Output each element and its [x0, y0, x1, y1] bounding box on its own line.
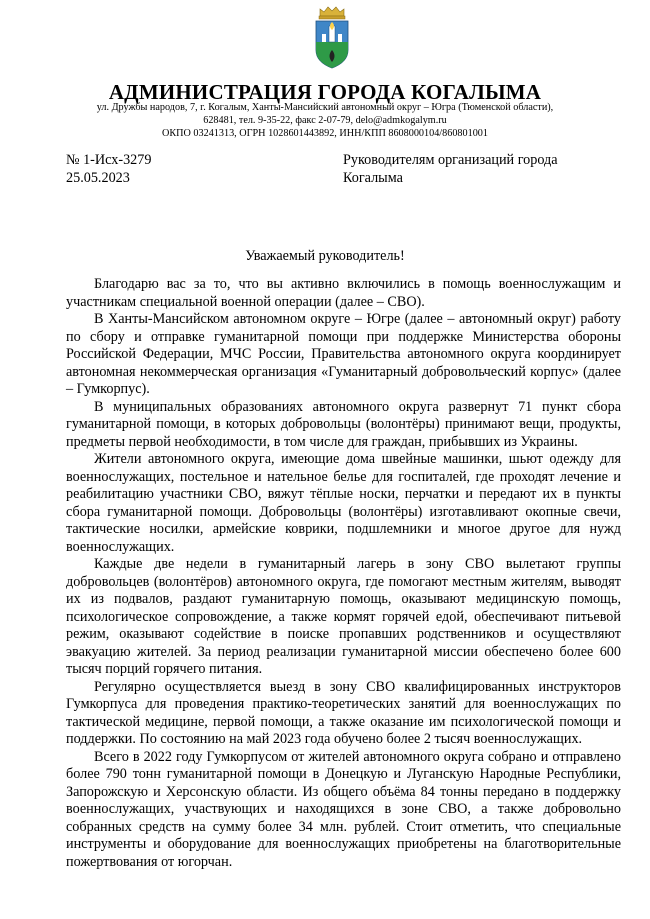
document-date: 25.05.2023 [66, 170, 130, 186]
body-paragraph: В муниципальных образованиях автономного округа развернут 71 пункт сбора гуманитарной помощи, в которых добровольцы (волонтёры) принимают вещи, продукты, предметы первой необходимости, в том числе для граждан, прибывших из Украины. [66, 398, 621, 450]
letter-body [66, 276, 621, 871]
org-address: ул. Дружбы народов, 7, г. Когалым, Ханты-Мансийский автономный округ – Югра (Тюменской области), [96, 102, 554, 113]
body-paragraph: Регулярно осуществляется выезд в зону СВО квалифицированных инструкторов Гумкорпуса для проведения практико-теоретических занятий для военнослужащих по тактической медицине, первой помощи, а также оказание им психологической помощи и поддержки. По состоянию на май 2023 года обучено более 2 тысяч военнослужащих. [66, 678, 621, 747]
coat-of-arms-icon [312, 6, 352, 72]
addressee-line: Когалыма [343, 170, 403, 186]
salutation: Уважаемый руководитель! [245, 248, 405, 264]
registration-block [66, 151, 151, 187]
org-registry-codes: ОКПО 03241313, ОГРН 1028601443892, ИНН/КПП 8608000104/860801001 [162, 128, 488, 139]
addressee-block [343, 151, 558, 187]
body-paragraph: Благодарю вас за то, что вы активно включились в помощь военнослужащим и участникам специальной военной операции (далее – СВО). [66, 276, 621, 310]
body-paragraph: Всего в 2022 году Гумкорпусом от жителей автономного округа собрано и отправлено более 790 тонн гуманитарной помощи в Донецкую и Луганскую Народные Республики, Запорожскую и Херсонскую области. Из общего объёма 84 тонны передано в поддержку военнослужащих, участвующих и находящихся в зоне СВО, а также добровольно собранных средств на сумму более 34 млн. рублей. Стоит отметить, что специальные инструменты и оборудование для военнослужащих приобретены на благотворительные пожертвования от югорчан. [66, 748, 621, 870]
org-contacts: 628481, тел. 9-35-22, факс 2-07-79, delo@admkogalym.ru [203, 115, 447, 126]
body-paragraph: Жители автономного округа, имеющие дома швейные машинки, шьют одежду для военнослужащих, постельное и нательное белье для госпиталей, где проходят лечение и реабилитацию участники СВО, вяжут тёплые носки, перчатки и передают их в пункты сбора гуманитарной помощи. Добровольцы (волонтёры) изготавливают окопные свечи, тактические носилки, армейские коврики, подшлемники и многое другое для нужд военнослужащих. [66, 451, 621, 555]
addressee-line: Руководителям организаций города [343, 152, 558, 168]
body-paragraph: Каждые две недели в гуманитарный лагерь в зону СВО вылетают группы добровольцев (волонтёров) автономного округа, где помогают местным жителям, выводят их из подвалов, раздают гуманитарную помощь, оказывают медицинскую помощь, психологическое сопровождение, а также кормят горячей едой, обеспечивают питьевой режим, оказывают содействие в поиске пропавших родственников и осуществляют эвакуацию жителей. За период реализации гуманитарной миссии обеспечено более 600 тысяч порций горячего питания. [66, 556, 621, 677]
body-paragraph: В Ханты-Мансийском автономном округе – Югре (далее – автономный округ) работу по сбору и отправке гуманитарной помощи при поддержке Министерства обороны Российской Федерации, МЧС России, Правительства автономного округа координирует автономная некоммерческая организация «Гуманитарный добровольческий корпус» (далее – Гумкорпус). [66, 311, 621, 397]
document-number: № 1-Исх-3279 [66, 152, 152, 168]
org-title: АДМИНИСТРАЦИЯ ГОРОДА КОГАЛЫМА [108, 80, 542, 104]
